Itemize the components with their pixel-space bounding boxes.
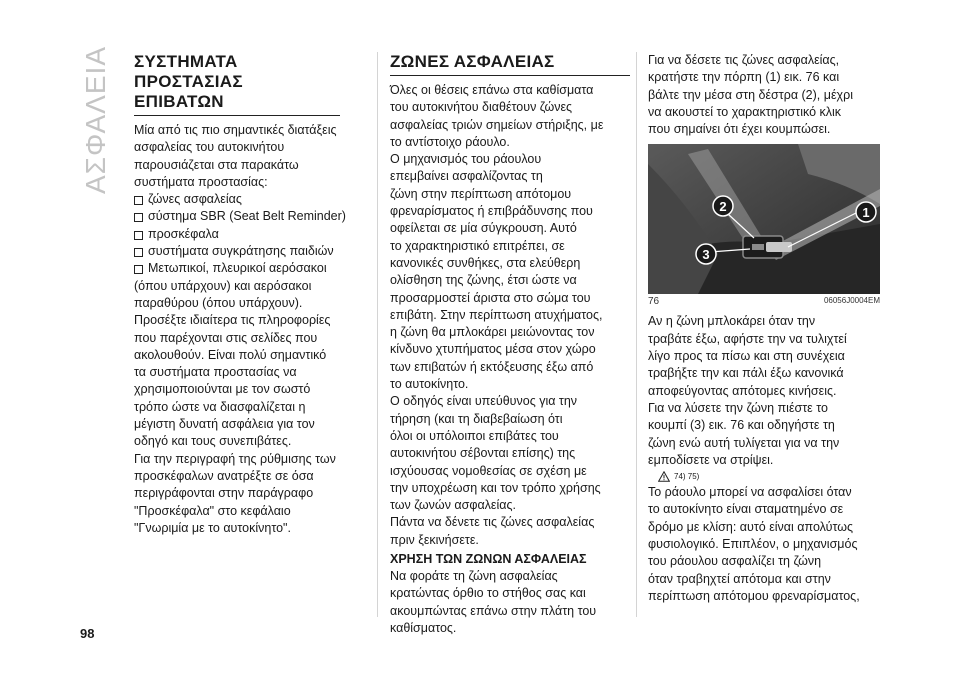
- callout-3-marker: [696, 244, 716, 264]
- text-line: όταν τραβηχτεί απότομα και στην: [648, 571, 831, 586]
- paragraph: [648, 400, 880, 469]
- text-line: Προσέξτε ιδιαίτερα τις πληροφορίες: [134, 313, 331, 328]
- column-2: [390, 52, 630, 637]
- text-line: ακουμπώντας επάνω στην πλάτη του: [390, 603, 597, 618]
- checkbox-bullet-icon: [134, 265, 143, 274]
- text-line: Μία από τις πιο σημαντικές διατάξεις: [134, 123, 337, 137]
- text-line: όλοι οι υπόλοιποι επιβάτες του: [390, 428, 559, 443]
- section-heading-passenger-protection: [134, 52, 340, 116]
- text-line: Να φοράτε τη ζώνη ασφαλείας: [390, 569, 558, 584]
- text-line: ακολουθούν. Είναι πολύ σημαντικό: [134, 347, 327, 362]
- heading-line: ΕΠΙΒΑΤΩΝ: [134, 92, 224, 111]
- paragraph: [390, 82, 630, 151]
- column-1: [134, 52, 364, 537]
- column-3: [648, 52, 880, 605]
- list-item-label: σύστημα SBR (Seat Belt Reminder): [148, 209, 346, 224]
- checkbox-bullet-icon: [134, 196, 143, 205]
- text-line: "Προσκέφαλα" στο κεφάλαιο: [134, 503, 291, 518]
- text-line: το αντίστοιχο ράουλο.: [390, 134, 510, 149]
- page-number: 98: [80, 626, 95, 641]
- callout-1-label: 1: [862, 205, 870, 221]
- text-line: κρατώντας όρθιο το στήθος σας και: [390, 586, 586, 601]
- warning-refs: 74) 75): [674, 472, 700, 482]
- text-line: Ο οδηγός είναι υπεύθυνος για την: [390, 394, 578, 409]
- text-line: την υποχρέωση και τον τρόπο χρήσης: [390, 480, 601, 495]
- figure-number: 76: [648, 296, 660, 308]
- paragraph: [134, 451, 364, 537]
- callout-3-label: 3: [702, 247, 710, 263]
- text-line: που σημαίνει ότι έχει κουμπώσει.: [648, 122, 831, 137]
- list-item-label: συστήματα συγκράτησης παιδιών: [148, 244, 334, 259]
- text-line: των επιβατών ή εκτόξευσης έξω από: [390, 359, 594, 374]
- text-line: βάλτε την μέσα στη δέστρα (2), μέχρι: [648, 87, 853, 102]
- figure-code: 06056J0004EM: [823, 296, 880, 306]
- seat-belt-buckle-figure: [648, 144, 880, 294]
- paragraph: [648, 484, 880, 605]
- column-divider: [377, 52, 378, 617]
- text-line: Όλες οι θέσεις επάνω στα καθίσματα: [390, 83, 594, 97]
- text-line: (όπου υπάρχουν) και αερόσακοι: [134, 278, 312, 293]
- text-line: περιγράφονται στην παράγραφο: [134, 486, 314, 501]
- list-item: [134, 191, 364, 208]
- list-item-label: ζώνες ασφαλείας: [148, 192, 242, 207]
- paragraph: [390, 514, 630, 549]
- list-item: [134, 243, 364, 260]
- text-line: κρατήστε την πόρπη (1) εικ. 76 και: [648, 70, 840, 85]
- text-line: Αν η ζώνη μπλοκάρει όταν την: [648, 314, 816, 329]
- figure-caption: [648, 296, 880, 307]
- text-line: συστήματα προστασίας:: [134, 174, 268, 189]
- list-item-label: Μετωπικοί, πλευρικοί αερόσακοι: [148, 261, 327, 276]
- text-line: ασφαλείας τριών σημείων στήριξης, με: [390, 117, 604, 132]
- column-divider: [636, 52, 637, 617]
- checkbox-bullet-icon: [134, 213, 143, 222]
- text-line: αποφεύγοντας απότομες κινήσεις.: [648, 383, 837, 398]
- text-line: τραβάτε έξω, αφήστε την να τυλιχτεί: [648, 331, 847, 346]
- callout-2-label: 2: [719, 199, 727, 215]
- paragraph: [390, 393, 630, 514]
- text-line: πριν ξεκινήσετε.: [390, 532, 479, 547]
- list-item: [134, 208, 364, 225]
- text-line: Το ράουλο μπορεί να ασφαλίσει όταν: [648, 485, 852, 500]
- text-line: ασφαλείας του αυτοκινήτου: [134, 140, 285, 155]
- list-item: [134, 260, 364, 277]
- text-line: ισχύουσας νομοθεσίας σε σχέση με: [390, 463, 587, 478]
- text-line: επεμβαίνει ασφαλίζοντας τη: [390, 169, 543, 184]
- text-line: προσκέφαλων ανατρέξτε σε όσα: [134, 468, 314, 483]
- text-line: φυσιολογικό. Επιπλέον, ο μηχανισμός: [648, 537, 858, 552]
- text-line: δρόμο με κλίση: αυτό είναι απολύτως: [648, 519, 854, 534]
- text-line: ζώνη στην περίπτωση απότομου: [390, 186, 572, 201]
- paragraph: [648, 52, 880, 138]
- text-line: τραβήξτε την και πάλι έξω κανονικά: [648, 366, 844, 381]
- text-line: επιβάτη. Στην περίπτωση ατυχήματος,: [390, 307, 603, 322]
- paragraph: [390, 568, 630, 637]
- text-line: παρουσιάζεται στα παρακάτω: [134, 157, 299, 172]
- paragraph: [134, 312, 364, 450]
- subheading-using-seat-belts: ΧΡΗΣΗ ΤΩΝ ΖΩΝΩΝ ΑΣΦΑΛΕΙΑΣ: [390, 552, 587, 567]
- text-line: καθίσματος.: [390, 620, 457, 635]
- text-line: φρεναρίσματος ή επιβράδυνσης που: [390, 204, 593, 219]
- warning-reference: [658, 471, 880, 482]
- text-line: Για να δέσετε τις ζώνες ασφαλείας,: [648, 53, 840, 67]
- text-line: του ράουλου ασφαλίζει τη ζώνη: [648, 554, 822, 569]
- section-heading-seat-belts: ΖΩΝΕΣ ΑΣΦΑΛΕΙΑΣ: [390, 52, 630, 76]
- text-line: λίγο προς τα πίσω και στη συνέχεια: [648, 349, 845, 364]
- text-line: να ακουστεί το χαρακτηριστικό κλικ: [648, 104, 842, 119]
- text-line: του αυτοκινήτου διαθέτουν ζώνες: [390, 100, 573, 115]
- paragraph: [390, 151, 630, 393]
- text-line: κίνδυνο χτυπήματος μέσα στον χώρο: [390, 342, 596, 357]
- heading-line: ΣΥΣΤΗΜΑΤΑ ΠΡΟΣΤΑΣΙΑΣ: [134, 52, 243, 91]
- text-line: που παρέχονται στις σελίδες που: [134, 330, 318, 345]
- text-line: οδηγό και τους συνεπιβάτες.: [134, 434, 292, 449]
- checkbox-bullet-icon: [134, 248, 143, 257]
- text-line: τα συστήματα προστασίας να: [134, 365, 297, 380]
- section-side-tab: [78, 40, 114, 200]
- list-item: [134, 226, 364, 243]
- text-line: κανονικές συνθήκες, στα ελεύθερη: [390, 255, 581, 270]
- text-line: ολίσθηση της ζώνης, έτσι ώστε να: [390, 273, 577, 288]
- callout-2-marker: [713, 196, 733, 216]
- text-line: οφείλεται σε μία σύγκρουση. Αυτό: [390, 221, 577, 236]
- text-line: περίπτωση απότομου φρεναρίσματος,: [648, 588, 860, 603]
- seat-belt-buckle-illustration: [648, 144, 880, 294]
- text-line: τήρηση (και τη διαβεβαίωση ότι: [390, 411, 563, 426]
- protection-systems-list: [134, 191, 364, 277]
- text-line: το αυτοκίνητο είναι σταματημένο σε: [648, 502, 844, 517]
- text-line: Για την περιγραφή της ρύθμισης των: [134, 451, 336, 466]
- paragraph: [648, 313, 880, 399]
- section-side-tab-label: ΑΣΦΑΛΕΙΑ: [80, 45, 111, 195]
- text-line: Για να λύσετε την ζώνη πιέστε το: [648, 400, 828, 415]
- text-line: χρησιμοποιούνται με τον σωστό: [134, 382, 311, 397]
- text-line: το αυτοκίνητο.: [390, 377, 469, 392]
- text-line: Ο μηχανισμός του ράουλου: [390, 152, 542, 167]
- text-line: κουμπί (3) εικ. 76 και οδηγήστε τη: [648, 418, 835, 433]
- text-line: εμποδίσετε να στρίψει.: [648, 452, 774, 467]
- text-line: Πάντα να δένετε τις ζώνες ασφαλείας: [390, 515, 595, 530]
- list-item-label: προσκέφαλα: [148, 226, 219, 241]
- text-line: ζώνη ενώ αυτή τυλίγεται για να την: [648, 435, 840, 450]
- text-line: μέγιστη δυνατή ασφάλεια για τον: [134, 417, 315, 432]
- text-line: τρόπο ώστε να διασφαλίζεται η: [134, 399, 306, 414]
- callout-1-marker: [856, 202, 876, 222]
- intro-paragraph: [134, 122, 364, 191]
- text-line: προσαρμοστεί άριστα στο σώμα του: [390, 290, 591, 305]
- text-line: το χαρακτηριστικό επιτρέπει, σε: [390, 238, 565, 253]
- text-line: η ζώνη θα μπλοκάρει μειώνοντας τον: [390, 325, 595, 340]
- text-line: των ζωνών ασφαλείας.: [390, 498, 517, 513]
- text-line: "Γνωριμία με το αυτοκίνητο".: [134, 520, 291, 535]
- text-line: παραθύρου (όπου υπάρχουν).: [134, 295, 303, 310]
- warning-triangle-icon: [658, 471, 670, 482]
- text-line: αυτοκινήτου σέβονται επίσης) της: [390, 446, 576, 461]
- checkbox-bullet-icon: [134, 231, 143, 240]
